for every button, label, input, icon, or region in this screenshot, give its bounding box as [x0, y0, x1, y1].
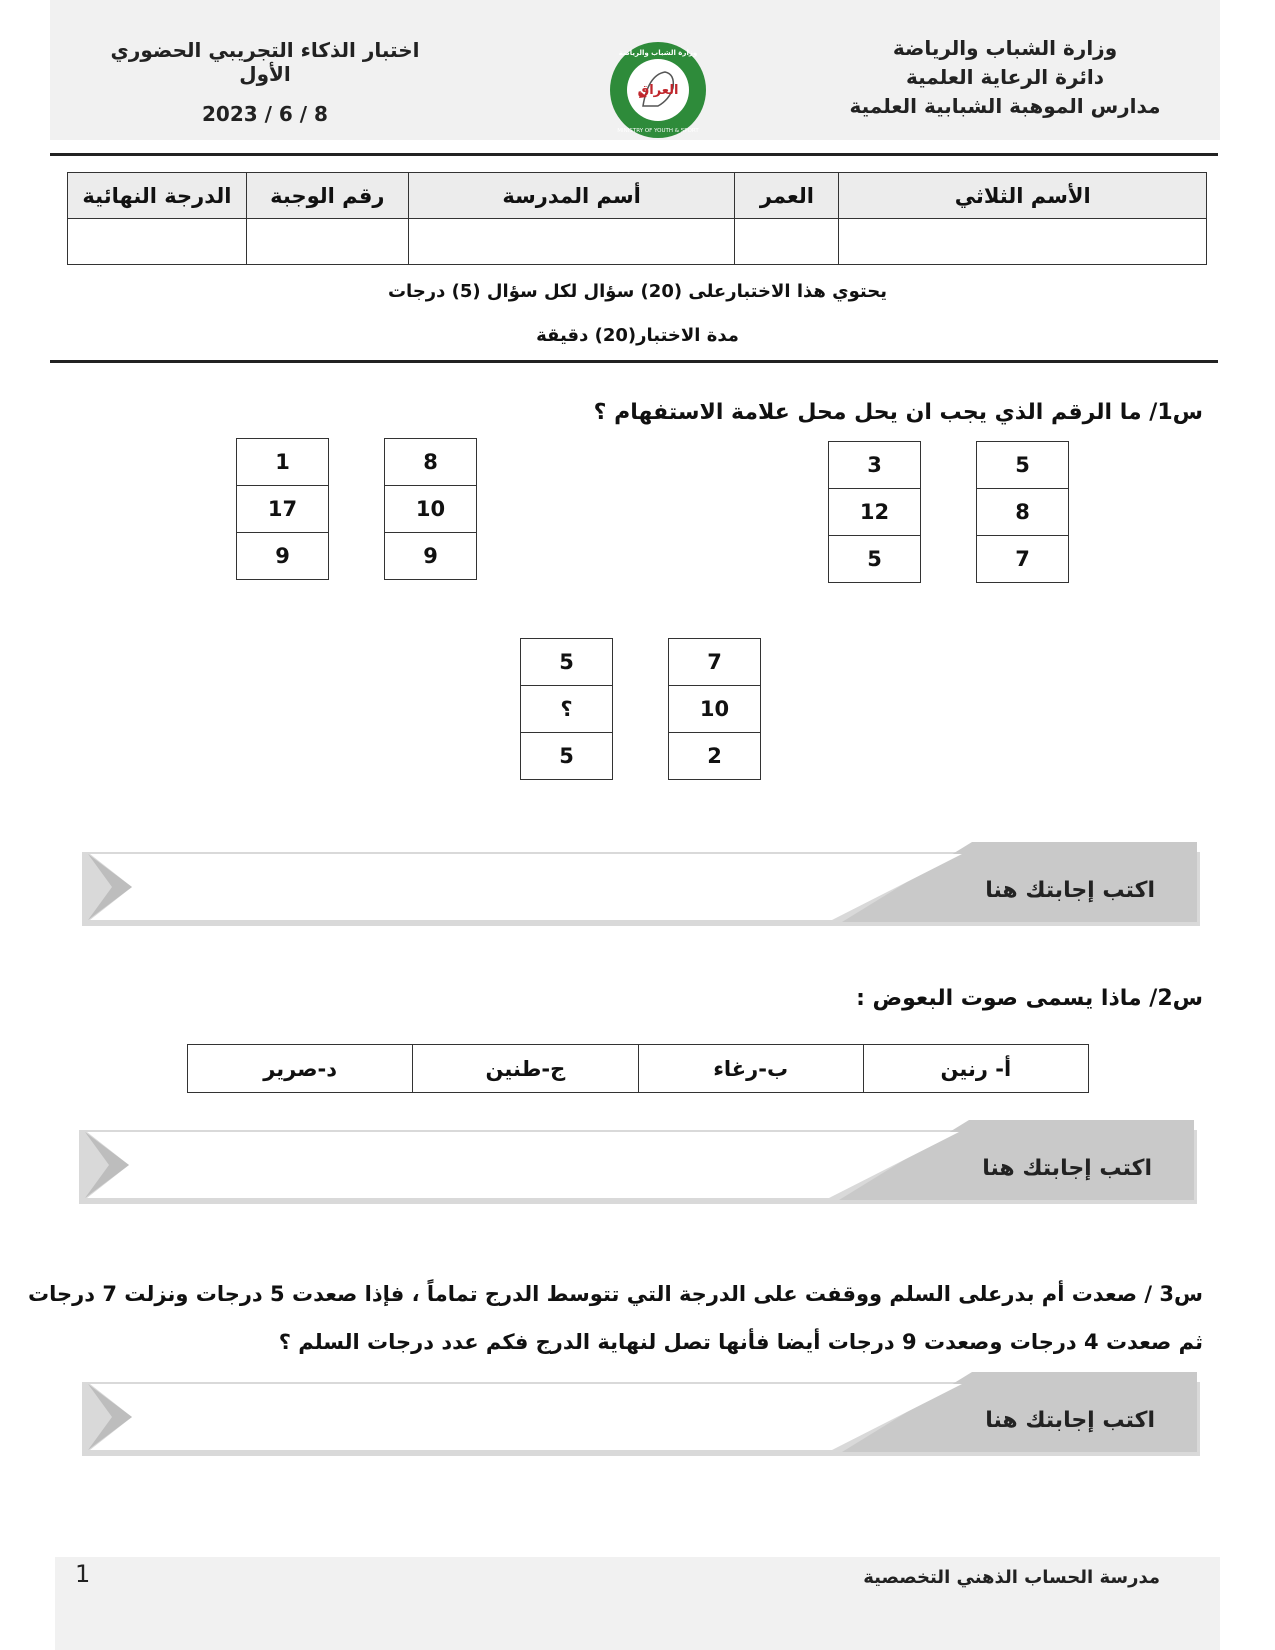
answer-box-q3[interactable] [82, 1372, 1200, 1458]
grid-cell: 8 [977, 489, 1069, 536]
organization-block [845, 34, 1165, 121]
header-school-name: أسم المدرسة [408, 173, 735, 219]
full-name-field[interactable] [839, 219, 1207, 265]
grid-cell: 9 [385, 533, 477, 580]
grid-cell: 9 [237, 533, 329, 580]
grid-cell: 12 [829, 489, 921, 536]
grid-gap [329, 439, 385, 580]
student-info-table [67, 172, 1207, 265]
grid-cell: 10 [669, 686, 761, 733]
grid-cell: 2 [669, 733, 761, 780]
footer-school-name: مدرسة الحساب الذهني التخصصية [863, 1567, 1160, 1588]
answer-box-q1[interactable] [82, 842, 1200, 928]
batch-number-field[interactable] [246, 219, 408, 265]
option-d[interactable]: د-صرير [188, 1045, 413, 1093]
header-batch-number: رقم الوجبة [246, 173, 408, 219]
ministry-logo [603, 40, 713, 140]
answer-label: اكتب إجابتك هنا [982, 1156, 1152, 1181]
header-final-grade: الدرجة النهائية [68, 173, 247, 219]
header-age: العمر [735, 173, 839, 219]
org-line-department: دائرة الرعاية العلمية [906, 65, 1104, 89]
org-line-schools: مدارس الموهبة الشبابية العلمية [849, 94, 1161, 118]
answer-label: اكتب إجابتك هنا [985, 1408, 1155, 1433]
page-number: 1 [75, 1560, 91, 1588]
header-divider [50, 153, 1218, 156]
question-3-line-2: ثم صعدت 4 درجات وصعدت 9 درجات أيضا فأنها تصل لنهاية الدرج فكم عدد درجات السلم ؟ [278, 1330, 1203, 1354]
exam-date: 2023 / 6 / 8 [202, 102, 328, 126]
grid-cell: 5 [977, 442, 1069, 489]
logo-top-text: وزارة الشباب والرياضة [618, 49, 698, 57]
grid-cell: 5 [521, 733, 613, 780]
instructions-divider [50, 360, 1218, 363]
answer-box-q2[interactable] [79, 1120, 1197, 1206]
final-grade-field[interactable] [68, 219, 247, 265]
question-2-text: س2/ ماذا يسمى صوت البعوض : [856, 986, 1203, 1011]
grid-cell: 7 [977, 536, 1069, 583]
q2-options-table [187, 1044, 1089, 1093]
grid-cell: 5 [829, 536, 921, 583]
exam-info-block [95, 38, 435, 126]
age-field[interactable] [735, 219, 839, 265]
instructions-duration: مدة الاختبار(20) دقيقة [536, 325, 739, 346]
grid-cell: 7 [669, 639, 761, 686]
grid-cell: 17 [237, 486, 329, 533]
school-name-field[interactable] [408, 219, 735, 265]
question-3-line-1: س3 / صعدت أم بدرعلى السلم ووقفت على الدرجة التي تتوسط الدرج تماماً ، فإذا صعدت 5 درجات ونزلت 7 درجات [28, 1282, 1203, 1306]
org-line-ministry: وزارة الشباب والرياضة [892, 36, 1118, 60]
q1-grid-a [828, 441, 1069, 583]
grid-cell: 3 [829, 442, 921, 489]
q1-grid-b [236, 438, 477, 580]
question-1-text: س1/ ما الرقم الذي يجب ان يحل محل علامة الاستفهام ؟ [593, 400, 1203, 425]
exam-title: اختبار الذكاء التجريبي الحضوري الأول [110, 38, 420, 86]
student-table-header-row [68, 173, 1207, 219]
header-full-name: الأسم الثلاثي [839, 173, 1207, 219]
ministry-logo-seal-icon [603, 40, 713, 140]
grid-cell: 10 [385, 486, 477, 533]
option-b[interactable]: ب-رغاء [638, 1045, 863, 1093]
grid-cell-question-mark: ؟ [521, 686, 613, 733]
instructions-questions: يحتوي هذا الاختبارعلى (20) سؤال لكل سؤال (5) درجات [387, 281, 888, 302]
grid-cell: 5 [521, 639, 613, 686]
option-c[interactable]: ج-طنين [413, 1045, 638, 1093]
q1-grid-c [520, 638, 761, 780]
grid-cell: 8 [385, 439, 477, 486]
logo-bottom-text: MINISTRY OF YOUTH & SPORT [617, 128, 699, 134]
student-table-input-row [68, 219, 1207, 265]
grid-gap [613, 639, 669, 780]
answer-label: اكتب إجابتك هنا [985, 878, 1155, 903]
option-a[interactable]: أ- رنين [863, 1045, 1088, 1093]
logo-center-text: العراق [637, 83, 679, 98]
grid-gap [921, 442, 977, 583]
grid-cell: 1 [237, 439, 329, 486]
